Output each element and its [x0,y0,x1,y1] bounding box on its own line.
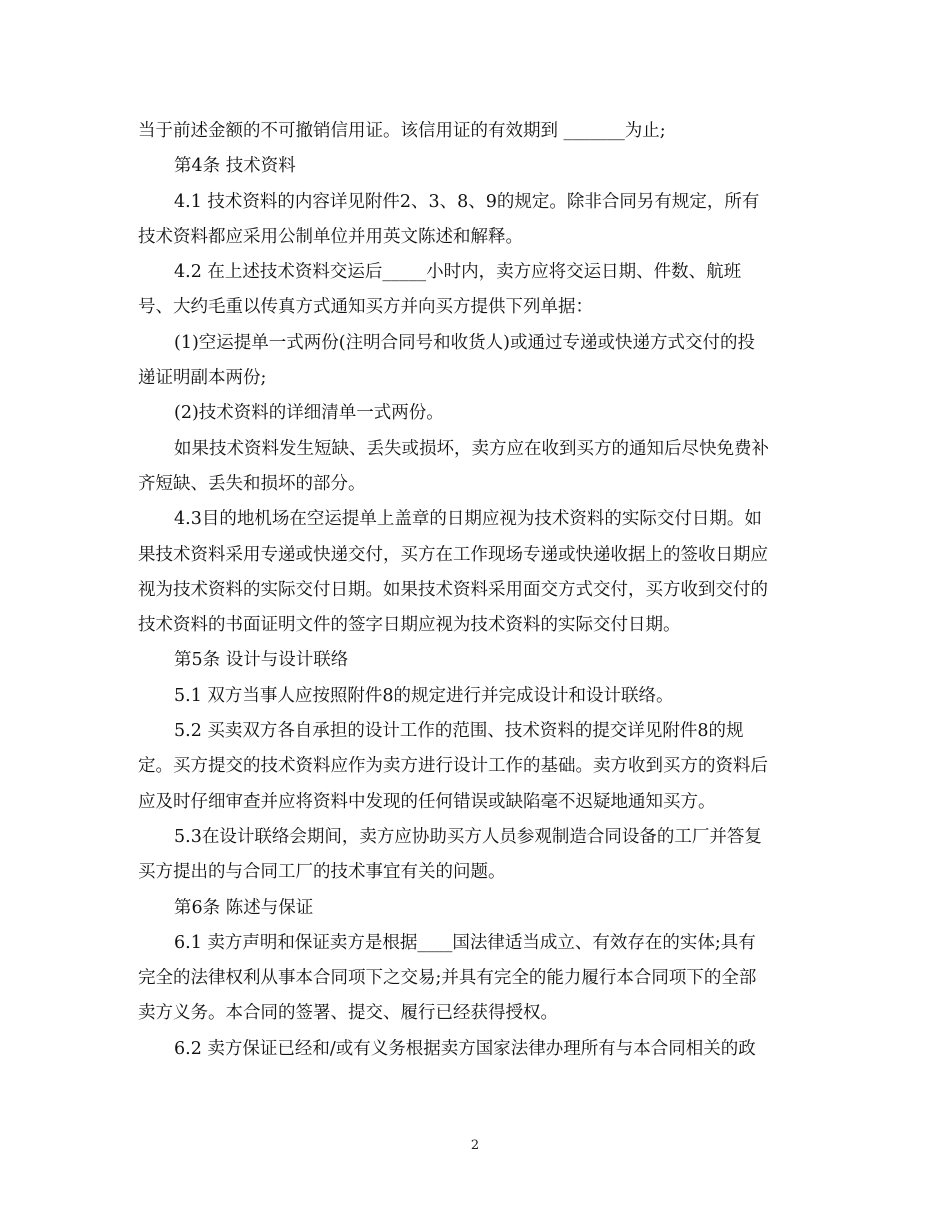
text-line: 技术资料都应采用公制单位并用英文陈述和解释。 [138,226,523,247]
text-line: 定。买方提交的技术资料应作为卖方进行设计工作的基础。卖方收到买方的资料后 [138,756,768,777]
text-line: 5.2 买卖双方各自承担的设计工作的范围、技术资料的提交详见附件8的规 [174,721,744,742]
text-line: 如果技术资料发生短缺、丢失或损坏，卖方应在收到买方的通知后尽快免费补 [174,438,769,459]
text-line: 6.2 卖方保证已经和/或有义务根据卖方国家法律办理所有与本合同相关的政 [174,1038,756,1059]
text-line: 5.1 双方当事人应按照附件8的规定进行并完成设计和设计联络。 [174,685,674,706]
text-line: 4.3目的地机场在空运提单上盖章的日期应视为技术资料的实际交付日期。如 [174,509,762,530]
text-line: 4.1 技术资料的内容详见附件2、3、8、9的规定。除非合同另有规定，所有 [174,191,760,212]
text-line: 4.2 在上述技术资料交运后_____小时内，卖方应将交运日期、件数、航班 [174,262,742,283]
text-line: 第6条 陈述与保证 [174,897,314,918]
text-line: 买方提出的与合同工厂的技术事宜有关的问题。 [138,862,506,883]
text-line: 视为技术资料的实际交付日期。如果技术资料采用面交方式交付，买方收到交付的 [138,579,768,600]
text-line: 第5条 设计与设计联络 [174,650,349,671]
text-line: 第4条 技术资料 [174,156,296,177]
text-line: 6.1 卖方声明和保证卖方是根据____国法律适当成立、有效存在的实体;具有 [174,932,756,953]
text-line: 卖方义务。本合同的签署、提交、履行已经获得授权。 [138,1003,558,1024]
document-body [138,114,814,1067]
text-line: 应及时仔细审查并应将资料中发现的任何错误或缺陷毫不迟疑地通知买方。 [138,791,716,812]
text-line: 齐短缺、丢失和损坏的部分。 [138,473,366,494]
text-line: 果技术资料采用专递或快递交付，买方在工作现场专递或快递收据上的签收日期应 [138,544,768,565]
text-line: (2)技术资料的详细清单一式两份。 [174,403,444,424]
text-line: 完全的法律权利从事本合同项下之交易;并具有完全的能力履行本合同项下的全部 [138,968,757,989]
text-line: 号、大约毛重以传真方式通知买方并向买方提供下列单据： [138,297,593,318]
page-number: 2 [470,1138,480,1153]
text-line: 技术资料的书面证明文件的签字日期应视为技术资料的实际交付日期。 [138,615,681,636]
text-line: 5.3在设计联络会期间，卖方应协助买方人员参观制造合同设备的工厂并答复 [174,826,762,847]
text-line: 递证明副本两份; [138,368,267,389]
text-line: 当于前述金额的不可撤销信用证。该信用证的有效期到 _______为止; [138,121,666,141]
text-line: (1)空运提单一式两份(注明合同号和收货人)或通过专递或快递方式交付的投 [174,332,755,353]
